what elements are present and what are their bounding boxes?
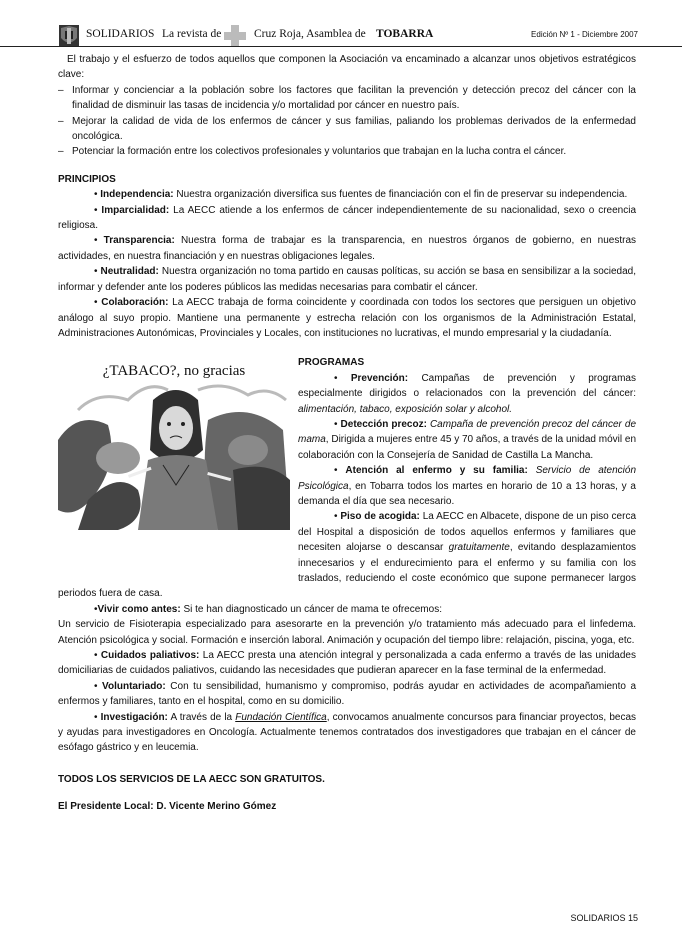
principios-heading: PRINCIPIOS	[58, 173, 116, 185]
page-header	[0, 0, 682, 50]
programas-heading: PROGRAMAS	[298, 357, 365, 369]
header-divider	[0, 46, 682, 47]
page-number: 15	[627, 913, 638, 923]
header-org: Cruz Roja, Asamblea de	[254, 28, 366, 40]
programa-item: • Detección precoz: Campaña de prevención precoz del cáncer de mama, Dirigida a mujeres entre 45 y 70 años, a través de la unidad móvil en colaboración con la Consejería de Sanidad de Castilla La Mancha.	[298, 418, 637, 461]
red-cross-icon	[224, 25, 246, 47]
header-town: TOBARRA	[376, 28, 434, 40]
illustration-caption: ¿TABACO?, no gracias	[102, 363, 246, 380]
programa-item: • Prevención: Campañas de prevención y programas especialmente dirigidos o relacionados con la prevención del cáncer: alimentación, tabaco, exposición solar y alcohol.	[298, 372, 636, 415]
programa-item: • Voluntariado: Con tu sensibilidad, humanismo y compromiso, podrás ayudar en actividades de acompañamiento a enfermos y familiares, tanto en el hospital, como en su domicilio.	[58, 680, 637, 708]
edition-label: Edición Nº 1 - Diciembre 2007	[531, 30, 638, 39]
anti-smoking-illustration	[58, 358, 290, 574]
objective-item: – Potenciar la formación entre los colectivos profesionales y voluntarios que trabajan en la lucha contra el cáncer.	[58, 146, 567, 158]
programa-item: •Vivir como antes: Si te han diagnosticado un cáncer de mama te ofrecemos:	[94, 603, 442, 615]
programa-item: • Cuidados paliativos: La AECC presta una atención integral y personalizada a cada enfermo a través de las unidades domiciliarias de cuidados paliativos, cuidando las necesidades que pudieran aparecer en la fase terminal de la enfermedad.	[58, 650, 636, 677]
magazine-name: SOLIDARIOS	[86, 28, 155, 40]
objective-item: – Informar y concienciar a la población sobre los factores que facilitan la prevención y detección precoz del cáncer con la finalidad de disminuir las tasas de incidencia y/o mortalidad por cáncer en nuestro país.	[58, 84, 636, 112]
principio-item: • Independencia: Nuestra organización diversifica sus fuentes de financiación con el fin de preservar su independencia.	[94, 189, 628, 201]
page-footer	[570, 913, 638, 923]
town-crest-icon	[58, 24, 80, 48]
objective-item: – Mejorar la calidad de vida de los enfermos de cáncer y sus familias, paliando los problemas derivados de la enfermedad oncológica.	[58, 115, 636, 143]
intro-paragraph: El trabajo y el esfuerzo de todos aquellos que componen la Asociación va encaminado a alcanzar unos objetivos estratégicos clave:	[58, 54, 636, 81]
principio-item: • Imparcialidad: La AECC atiende a los enfermos de cáncer independientemente de su nacionalidad, sexo o creencia religiosa.	[58, 204, 637, 232]
principio-item: • Colaboración: La AECC trabaja de forma coincidente y coordinada con todos los sectores que persiguen un objetivo análogo al suyo propio. Mantiene una permanente y estrecha relación con los organismos de la Administración Estatal, Administraciones Autonómicas, Provinciales y Locales, con instituciones no lucrativas, el mundo empresarial y la ciudadanía.	[58, 297, 636, 339]
programa-item: • Atención al enfermo y su familia: Servicio de atención Psicológica, en Tobarra todos los martes en horario de 10 a 13 horas, y a demanda el día que sea necesario.	[298, 465, 637, 507]
programa-item: • Investigación: A través de la Fundación Científica, convocamos anualmente concursos para financiar proyectos, becas y ayudas para investigadores en Oncología. Actualmente tenemos contratados dos investigadores que trabajan en el cáncer de esófago gástrico y en leucemia.	[58, 711, 637, 754]
programa-item-detail: Un servicio de Fisioterapia especializado para asesorarte en la prevención y/o tratamiento más adecuado para el linfedema. Atención psicológica y social. Formación e inserción laboral. Animación y ocupación del tiempo libre: relajación, piscina, yoga, etc.	[58, 619, 636, 646]
gratuitos-statement: TODOS LOS SERVICIOS DE LA AECC SON GRATUITOS.	[58, 773, 325, 785]
programa-item: • Piso de acogida: La AECC en Albacete, dispone de un piso cerca del Hospital a disposición de todos aquellos enfermos y familiares que necesiten alojarse o descansar gratuitamente, evitando desplazamientos innecesarios y el endurecimiento para el enfermo y su familia con los traslados, reduciendo el coste económico que supone permanecer largos periodos fuera de casa.	[58, 511, 637, 600]
footer-magazine: SOLIDARIOS	[570, 913, 626, 923]
smoking-people-drawing	[58, 380, 290, 530]
fundacion-link[interactable]: Fundación Científica	[235, 711, 327, 723]
principio-item: • Neutralidad: Nuestra organización no toma partido en causas políticas, su acción se basa en sensibilizar a la sociedad, informar y defender ante los poderes públicos las medidas necesarias para combatir el cáncer.	[58, 266, 637, 293]
header-tagline: La revista de	[162, 28, 222, 40]
principio-item: • Transparencia: Nuestra forma de trabajar es la transparencia, en nuestros órganos de gobierno, en nuestras actividades, en nuestra financiación y en nuestras obligaciones legales.	[58, 235, 637, 262]
article-body	[58, 52, 636, 815]
signature-line: El Presidente Local: D. Vicente Merino Gómez	[58, 801, 277, 813]
